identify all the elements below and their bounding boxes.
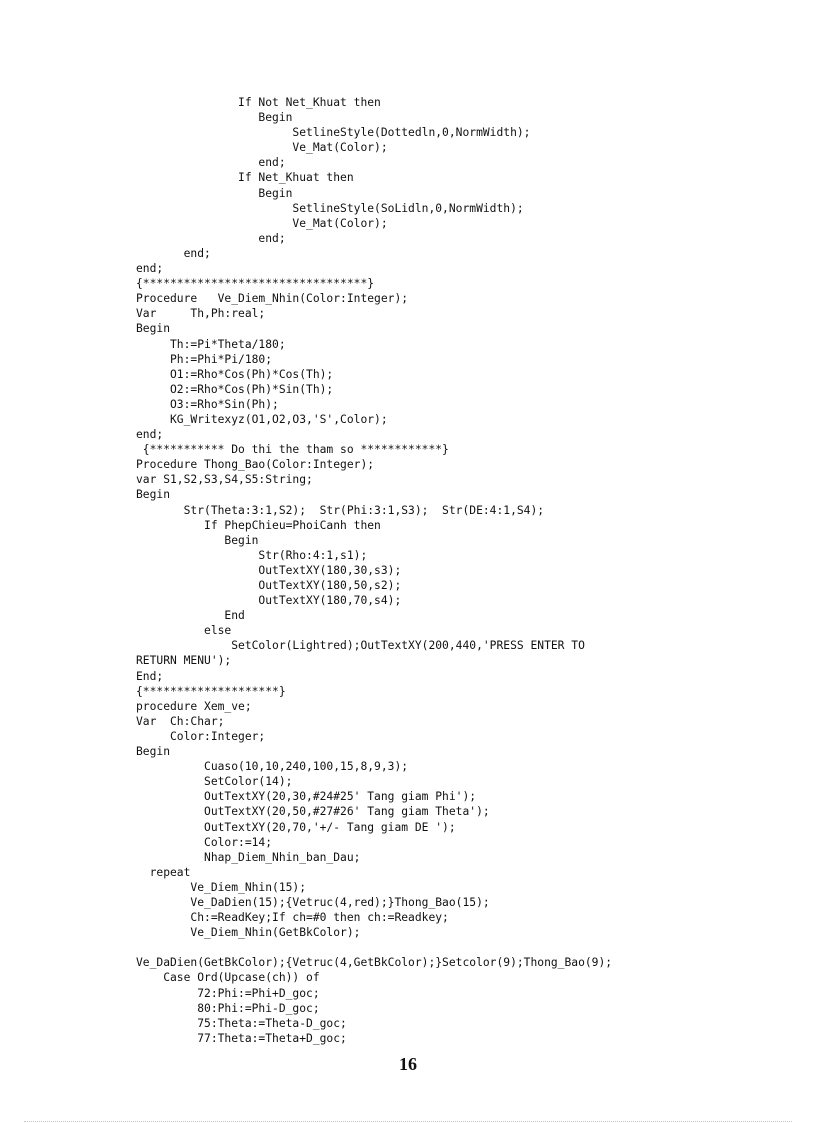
code-line: Begin [136,745,171,759]
code-line: SetlineStyle(SoLidln,0,NormWidth); [136,201,524,215]
code-line: Ve_DaDien(GetBkColor);{Vetruc(4,GetBkColor);}Setcolor(9);Thong_Bao(9); [136,956,613,970]
code-line: KG_Writexyz(O1,O2,O3,'S',Color); [136,412,388,426]
code-line: Begin [136,488,171,502]
code-line: {*********** Do thi the tham so ************} [136,443,449,457]
code-line: OutTextXY(20,70,'+/- Tang giam DE '); [136,820,456,834]
code-line: end; [136,246,211,260]
code-line: Begin [136,111,293,125]
code-line: Begin [136,186,293,200]
code-line: Ve_DaDien(15);{Vetruc(4,red);}Thong_Bao(15); [136,895,490,909]
code-line: 72:Phi:=Phi+D_goc; [136,986,320,1000]
code-line: SetColor(14); [136,775,293,789]
code-line: 77:Theta:=Theta+D_goc; [136,1031,347,1045]
code-line: Var Ch:Char; [136,714,225,728]
code-line: OutTextXY(180,30,s3); [136,563,402,577]
code-line: Procedure Thong_Bao(Color:Integer); [136,458,375,472]
code-line: Ve_Diem_Nhin(GetBkColor); [136,926,361,940]
code-line: Ve_Mat(Color); [136,141,388,155]
code-line: Str(Theta:3:1,S2); Str(Phi:3:1,S3); Str(DE:4:1,S4); [136,503,545,517]
code-line: Begin [136,322,171,336]
code-line: end; [136,156,286,170]
code-listing [136,95,612,1046]
code-line [136,940,612,955]
code-line: 75:Theta:=Theta-D_goc; [136,1016,347,1030]
code-line: OutTextXY(20,50,#27#26' Tang giam Theta'); [136,805,490,819]
code-line: Color:Integer; [136,729,266,743]
code-line: repeat [136,865,191,879]
page-bottom-rule [24,1121,792,1122]
code-line: O1:=Rho*Cos(Ph)*Cos(Th); [136,367,334,381]
code-line: If Not Net_Khuat then [136,96,381,109]
code-line: If Net_Khuat then [136,171,354,185]
code-line: Begin [136,533,259,547]
code-line: Color:=14; [136,835,273,849]
code-line: {*********************************} [136,277,375,291]
code-line: Ch:=ReadKey;If ch=#0 then ch:=Readkey; [136,911,449,925]
code-line: Str(Rho:4:1,s1); [136,548,368,562]
code-line: procedure Xem_ve; [136,699,252,713]
code-line: end; [136,428,164,442]
code-line: SetlineStyle(Dottedln,0,NormWidth); [136,126,531,140]
code-line: Case Ord(Upcase(ch)) of [136,971,320,985]
code-line: end; [136,231,286,245]
code-line: End; [136,669,164,683]
code-line: If PhepChieu=PhoiCanh then [136,518,381,532]
code-line: Ph:=Phi*Pi/180; [136,352,273,366]
code-line: OutTextXY(20,30,#24#25' Tang giam Phi'); [136,790,477,804]
code-line: O3:=Rho*Sin(Ph); [136,397,279,411]
code-line: End [136,609,245,623]
code-line: SetColor(Lightred);OutTextXY(200,440,'PRESS ENTER TO [136,639,585,653]
code-line: OutTextXY(180,70,s4); [136,594,402,608]
code-line: {********************} [136,684,286,698]
code-line: Var Th,Ph:real; [136,307,266,321]
code-line: Th:=Pi*Theta/180; [136,337,286,351]
code-line: end; [136,262,164,276]
code-line: 80:Phi:=Phi-D_goc; [136,1001,320,1015]
code-line: OutTextXY(180,50,s2); [136,579,402,592]
code-line: Procedure Ve_Diem_Nhin(Color:Integer); [136,292,409,306]
page-number: 16 [399,1054,417,1074]
code-line: O2:=Rho*Cos(Ph)*Sin(Th); [136,382,334,396]
code-line: else [136,624,232,638]
code-line: var S1,S2,S3,S4,S5:String; [136,473,313,487]
code-line: Cuaso(10,10,240,100,15,8,9,3); [136,760,409,774]
code-line: RETURN MENU'); [136,654,232,668]
code-line: Ve_Diem_Nhin(15); [136,880,307,894]
code-line: Ve_Mat(Color); [136,216,388,230]
code-line: Nhap_Diem_Nhin_ban_Dau; [136,850,361,864]
